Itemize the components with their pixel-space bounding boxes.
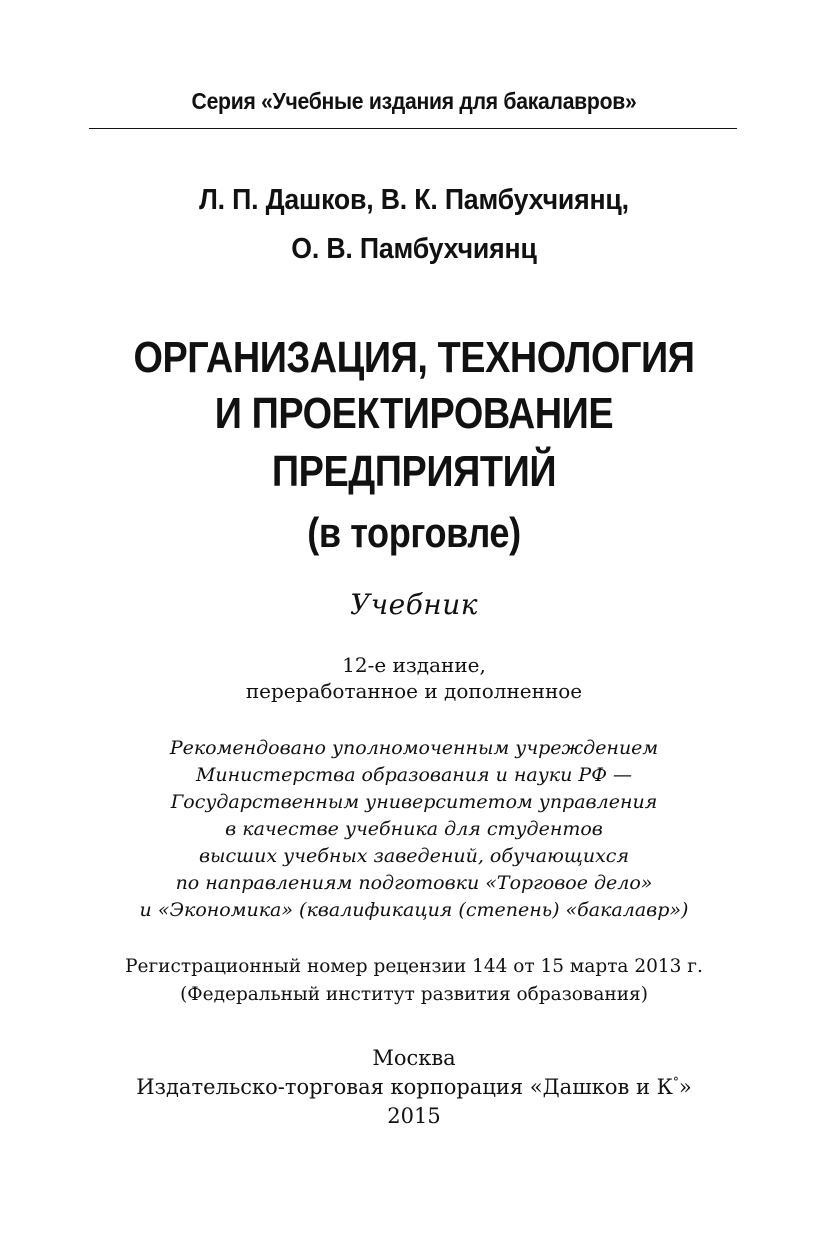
authors-line-2: О. В. Памбухчиянц <box>291 233 537 265</box>
registration-number: Регистрационный номер рецензии 144 от 15 марта 2013 г. <box>125 956 703 977</box>
recommendation-line: Рекомендовано уполномоченным учреждением <box>169 737 659 759</box>
publisher-name <box>0 1072 828 1102</box>
recommendation-line: по направлениям подготовки «Торговое дело» <box>175 872 653 894</box>
recommendation-line: в качестве учебника для студентов <box>225 818 603 840</box>
recommendation-line: высших учебных заведений, обучающихся <box>198 845 630 867</box>
edition-line-1: 12-е издание, <box>342 653 486 677</box>
series-label: Серия «Учебные издания для бакалавров» <box>191 88 637 114</box>
publisher-degree-mark: ° <box>672 1075 679 1089</box>
edition-line-2: переработанное и дополненное <box>245 679 583 703</box>
publication-city: Москва <box>372 1046 456 1070</box>
book-title-line-2: И ПРОЕКТИРОВАНИЕ <box>214 389 614 438</box>
series-divider <box>89 128 737 129</box>
recommendation-line: и «Экономика» (квалификация (степень) «бакалавр») <box>139 899 689 921</box>
publisher-name-text: Издательско-торговая корпорация «Дашков и К <box>136 1075 673 1099</box>
document-type: Учебник <box>349 588 478 621</box>
publisher-closing-quote: » <box>678 1075 692 1099</box>
authors-line-1: Л. П. Дашков, В. К. Памбухчиянц, <box>199 184 629 216</box>
book-title-line-1: ОРГАНИЗАЦИЯ, ТЕХНОЛОГИЯ <box>133 333 695 382</box>
recommendation-line: Министерства образования и науки РФ — <box>195 764 633 786</box>
book-subtitle: (в торговле) <box>307 509 521 556</box>
recommendation-line: Государственным университетом управления <box>170 791 658 813</box>
registration-institute: (Федеральный институт развития образования) <box>180 984 648 1005</box>
publication-year: 2015 <box>387 1104 441 1128</box>
book-title-line-3: ПРЕДПРИЯТИЙ <box>271 447 557 496</box>
